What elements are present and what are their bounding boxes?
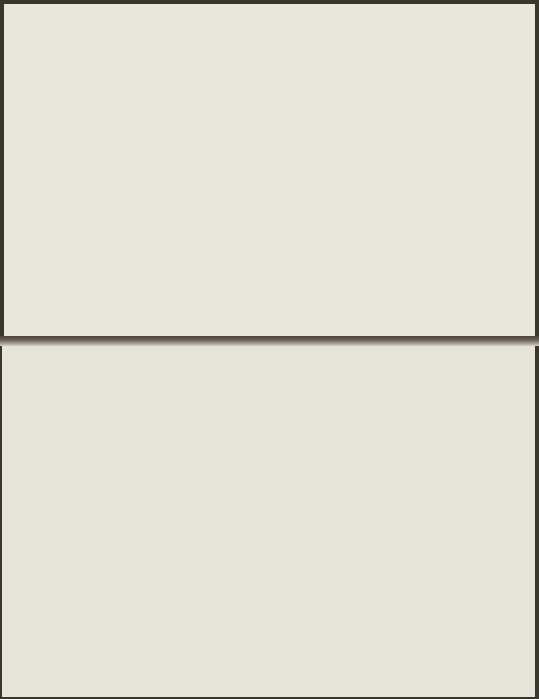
page-fold [0, 336, 539, 346]
top-page [4, 4, 535, 342]
bottom-page [2, 342, 535, 697]
